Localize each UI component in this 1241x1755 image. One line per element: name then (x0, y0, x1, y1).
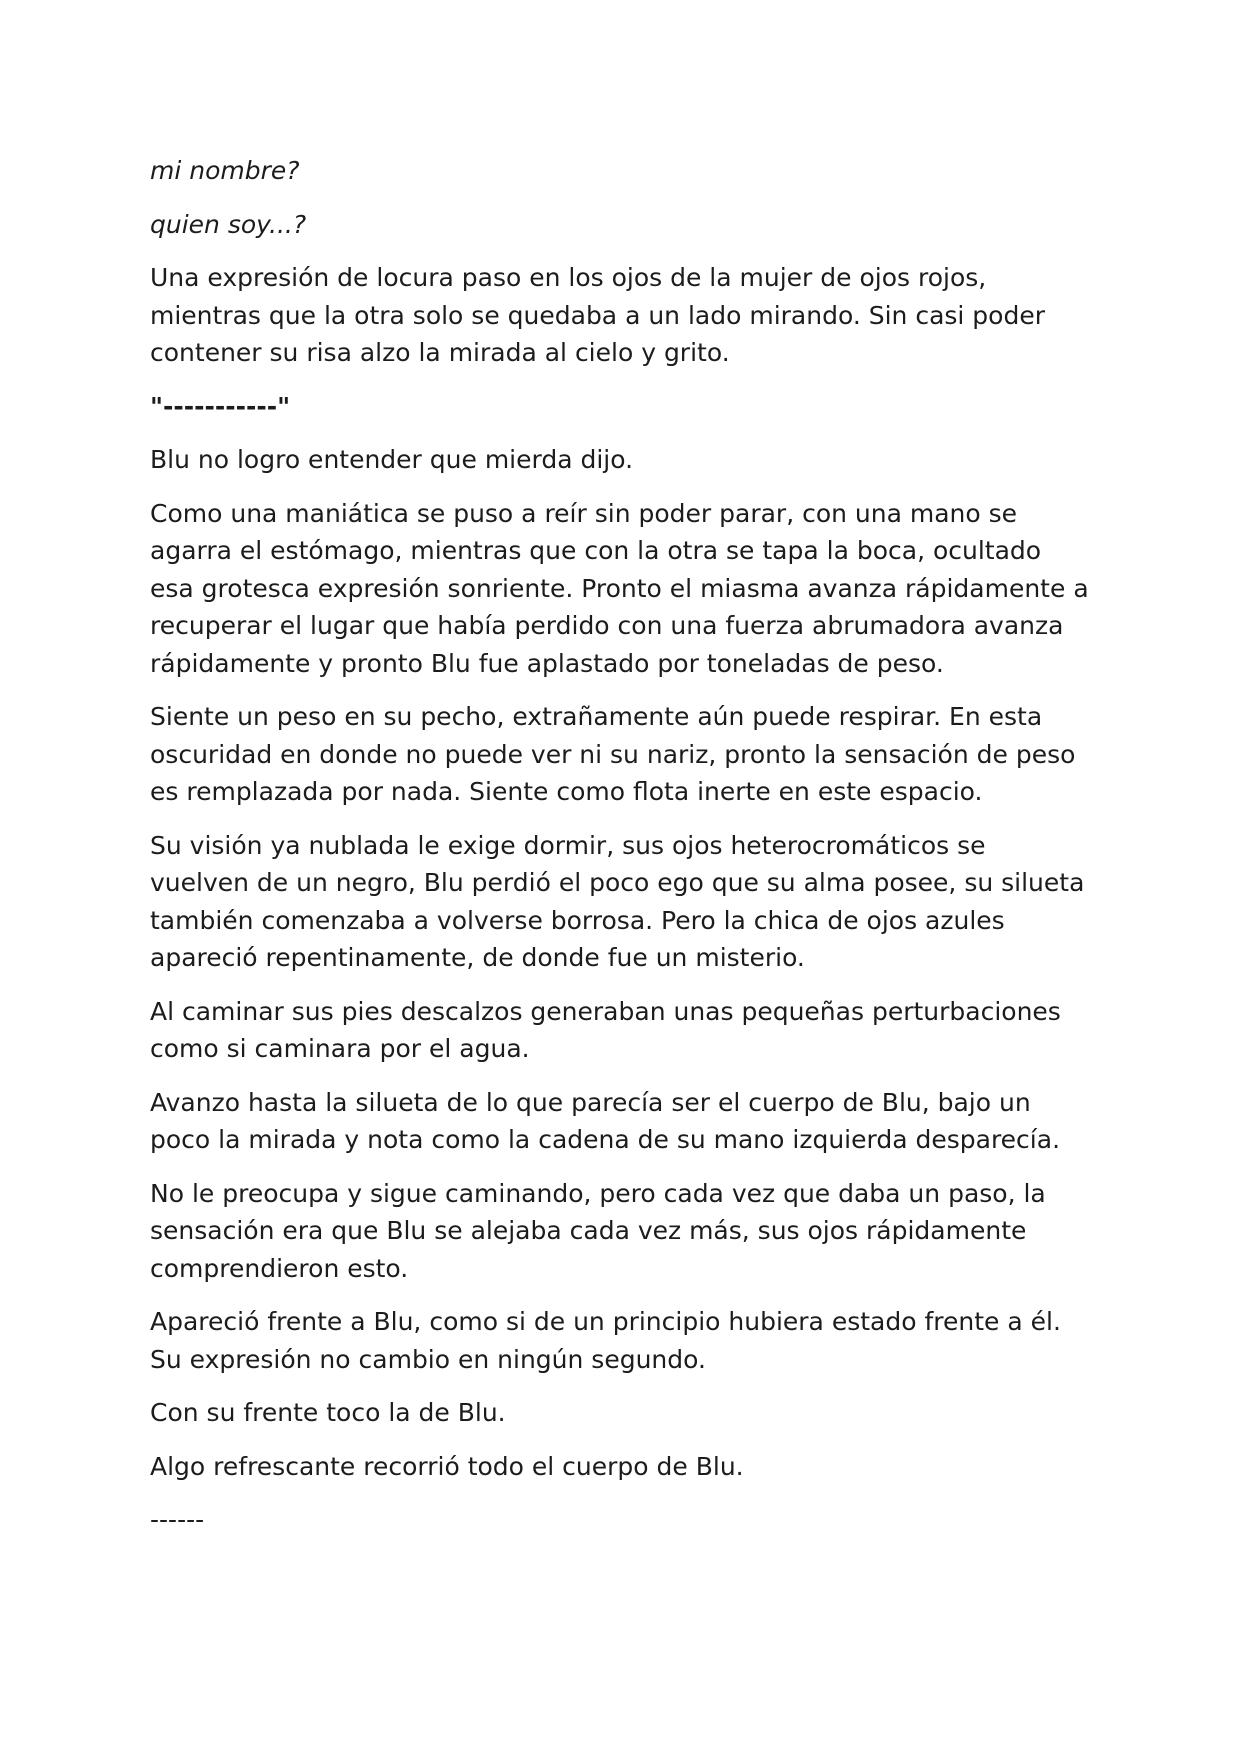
paragraph: Como una maniática se puso a reír sin poder parar, con una mano se agarra el estómago, mientras que con la otra se tapa la boca, ocultado esa grotesca expresión sonriente. Pronto el miasma avanza rápidamente a recuperar el lugar que había perdido con una fuerza abrumadora avanza rápidamente y pronto Blu fue aplastado por toneladas de peso. (150, 498, 1089, 678)
paragraph: Una expresión de locura paso en los ojos de la mujer de ojos rojos, mientras que la otra solo se quedaba a un lado mirando. Sin casi poder contener su risa alzo la mirada al cielo y grito. (150, 263, 1045, 367)
paragraph: "-----------" (150, 391, 291, 421)
paragraph: quien soy...? (150, 209, 307, 239)
paragraph: Apareció frente a Blu, como si de un principio hubiera estado frente a él. Su expresión no cambio en ningún segundo. (150, 1307, 1061, 1374)
paragraph: Avanzo hasta la silueta de lo que parecía ser el cuerpo de Blu, bajo un poco la mirada y nota como la cadena de su mano izquierda desparecía. (150, 1087, 1061, 1154)
paragraph: Algo refrescante recorrió todo el cuerpo de Blu. (150, 1451, 744, 1481)
scene-separator: ------ (150, 1505, 205, 1534)
paragraph: Blu no logro entender que mierda dijo. (150, 445, 634, 474)
paragraph: mi nombre? (150, 156, 300, 185)
paragraph: Siente un peso en su pecho, extrañamente aún puede respirar. En esta oscuridad en donde no puede ver ni su nariz, pronto la sensación de peso es remplazada por nada. Siente como flota inerte en este espacio. (150, 702, 1076, 806)
paragraph: No le preocupa y sigue caminando, pero cada vez que daba un paso, la sensación era que Blu se alejaba cada vez más, sus ojos rápidamente comprendieron esto. (150, 1178, 1046, 1283)
paragraph: Al caminar sus pies descalzos generaban unas pequeñas perturbaciones como si caminara por el agua. (150, 996, 1061, 1063)
document-body (150, 152, 1090, 1555)
paragraph: Con su frente toco la de Blu. (150, 1398, 506, 1427)
paragraph: Su visión ya nublada le exige dormir, sus ojos heterocromáticos se vuelven de un negro, Blu perdió el poco ego que su alma posee, su silueta también comenzaba a volverse borrosa. Pero la chica de ojos azules apareció repentinamente, de donde fue un misterio. (150, 830, 1085, 972)
